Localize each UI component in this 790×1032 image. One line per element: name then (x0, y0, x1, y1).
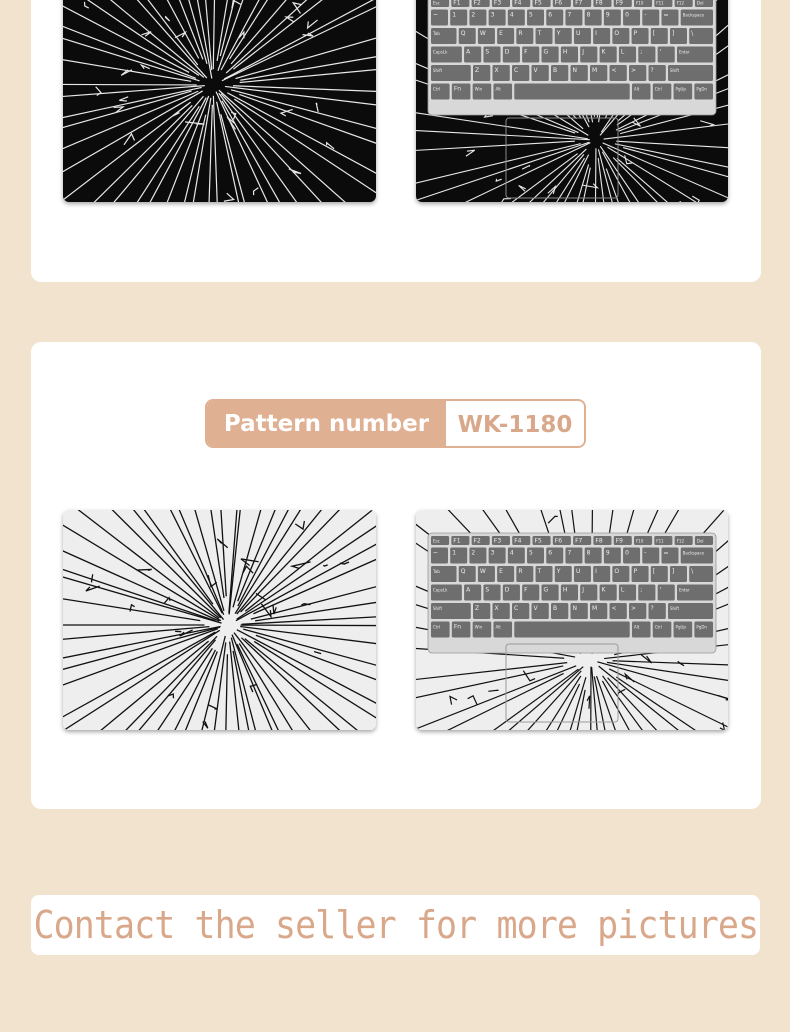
keyboard-key-label: F8 (595, 0, 603, 7)
keyboard-key-label: ; (640, 586, 643, 594)
keyboard-key-label: 8 (586, 549, 591, 557)
pattern-number-label: Pattern number (207, 401, 446, 446)
keyboard-key-label: G (543, 48, 549, 56)
keyboard-key-label: L (620, 586, 625, 594)
keyboard-key-label: 7 (567, 11, 572, 19)
keyboard-key-label: B (553, 67, 558, 74)
keyboard-key-label: Tab (433, 31, 440, 36)
keyboard-key-label: [ (652, 568, 656, 575)
keyboard-key-label: O (614, 568, 620, 575)
keyboard-key-label: I (595, 568, 597, 575)
keyboard-key-label: P (633, 568, 638, 575)
keyboard-key-label: ? (650, 67, 654, 74)
keyboard-key-label: J (582, 586, 584, 594)
keyboard-key-label: X (494, 67, 499, 74)
keyboard-key-label: F5 (534, 537, 542, 545)
keyboard-key-label: - (644, 549, 647, 557)
white-keyboard-skin-image (416, 510, 728, 730)
keyboard-key-label: A (466, 48, 471, 56)
keyboard-key-label: Esc (433, 538, 440, 544)
keyboard-key-label: CapsLk (433, 49, 448, 55)
keyboard-key-label: 6 (548, 549, 553, 557)
keyboard-key-label: R (518, 30, 523, 37)
keyboard-key-label: \ (691, 568, 694, 575)
keyboard-key-label: R (518, 568, 523, 575)
keyboard-key-label: PgDn (696, 624, 707, 630)
keyboard-key-label: F6 (554, 537, 563, 545)
keyboard-key-label: Del (696, 538, 704, 544)
keyboard-key-label: > (631, 67, 637, 74)
keyboard-key-label: X (494, 605, 499, 612)
keyboard-key-label: Q (460, 30, 466, 37)
keyboard-key-label: 0 (625, 11, 629, 19)
keyboard-key-label: Del (696, 0, 704, 6)
keyboard-key-label: ] (671, 30, 675, 37)
keyboard-key-label: F7 (575, 537, 583, 545)
keyboard-key (514, 84, 629, 100)
keyboard-key-label: 2 (471, 549, 476, 557)
keyboard-key-label: F4 (514, 537, 522, 545)
keyboard-key-label: ~ (433, 549, 439, 557)
keyboard-key-label: Tab (433, 569, 440, 574)
keyboard-key-label: Enter (678, 49, 690, 55)
keyboard-key-label: 9 (605, 549, 610, 557)
keyboard-key-label: 3 (490, 549, 495, 557)
keyboard-key-label: H (562, 48, 568, 56)
keyboard-key-label: ~ (433, 11, 439, 19)
shattered-glass-white-keyboard (416, 510, 728, 730)
keyboard-key-label: Win (474, 86, 483, 92)
keyboard-key-label: F5 (534, 0, 542, 7)
keyboard-key-label: F6 (554, 0, 563, 7)
keyboard-key-label: Alt (633, 86, 640, 92)
keyboard-key-label: E (499, 568, 503, 575)
keyboard-key-label: Backspace (682, 12, 705, 18)
keyboard-key-label: F7 (575, 0, 583, 7)
keyboard-key-label: 8 (586, 11, 591, 19)
keyboard-key-label: CapsLk (433, 587, 448, 593)
keyboard-key-label: G (543, 586, 549, 594)
keyboard-key-label: T (537, 30, 542, 37)
keyboard-key-label: Shift (670, 606, 680, 611)
keyboard-key-label: Ctrl (433, 86, 441, 92)
keyboard-key-label: 9 (605, 11, 610, 19)
keyboard-key-label: 2 (471, 11, 476, 19)
keyboard-key-label: [ (652, 30, 656, 37)
keyboard-key-label: F12 (676, 0, 684, 6)
keyboard-key-label: N (572, 605, 578, 612)
keyboard-key-label: J (582, 48, 584, 56)
keyboard-key-label: F1 (453, 537, 461, 545)
keyboard-key-label: 0 (625, 549, 629, 557)
keyboard-key-label: \ (691, 30, 694, 37)
keyboard-key-label: F1 (453, 0, 461, 7)
white-lid-skin-image (63, 510, 376, 730)
contact-seller-text: Contact the seller for more pictures (33, 903, 758, 947)
keyboard-key-label: F11 (656, 0, 664, 6)
keyboard-key-label: M (592, 67, 598, 74)
keyboard-key-label: F10 (636, 0, 644, 6)
keyboard-key-label: K (601, 48, 606, 56)
keyboard-key-label: C (513, 605, 519, 612)
keyboard-key-label: Ctrl (433, 624, 441, 630)
keyboard-key-label: F2 (473, 0, 481, 7)
keyboard-key-label: N (572, 67, 578, 74)
keyboard-key-label: D (504, 586, 510, 594)
keyboard-key-label: 5 (529, 549, 533, 557)
keyboard-key-label: P (633, 30, 638, 37)
keyboard-key-label: Y (556, 30, 561, 37)
keyboard-key-label: Shift (670, 68, 680, 73)
keyboard-key-label: Z (474, 605, 480, 612)
keyboard-key-label: 5 (529, 11, 533, 19)
pattern-number-badge (205, 399, 586, 448)
keyboard-key-label: F9 (615, 537, 623, 545)
keyboard-key-label: H (562, 586, 568, 594)
black-keyboard-skin-image (416, 0, 728, 202)
keyboard-key-label: O (614, 30, 620, 37)
keyboard-key-label: L (620, 48, 625, 56)
keyboard-key-label: 4 (509, 549, 514, 557)
keyboard-key-label: U (575, 568, 581, 575)
keyboard-key-label: < (611, 67, 617, 74)
keyboard-key-label: PgUp (675, 86, 686, 92)
keyboard-key-label: F3 (493, 0, 502, 7)
keyboard-key-label: F (524, 586, 528, 594)
keyboard-key-label: F3 (493, 537, 502, 545)
keyboard-key-label: Ctrl (654, 86, 662, 92)
keyboard-key-label: C (513, 67, 519, 74)
keyboard-key-label: ' (659, 48, 662, 56)
keyboard-key-label: Ctrl (654, 624, 662, 630)
keyboard-key-label: Alt (495, 86, 501, 92)
keyboard-key-label: - (644, 11, 647, 19)
keyboard-key-label: F10 (636, 538, 644, 544)
keyboard-key-label: F9 (615, 0, 623, 7)
keyboard-key-label: V (533, 605, 538, 612)
shattered-glass-black-lid (63, 0, 376, 202)
keyboard-key-label: Z (474, 67, 480, 74)
shattered-glass-white-lid (63, 510, 376, 730)
crack-segment (137, 569, 151, 570)
keyboard-key-label: PgUp (675, 624, 686, 630)
keyboard-key-label: W (479, 568, 486, 575)
shattered-glass-black-keyboard (416, 0, 728, 202)
keyboard-key-label: Enter (678, 587, 690, 593)
keyboard-key-label: A (466, 586, 471, 594)
keyboard-key-label: S (485, 586, 490, 594)
contact-seller-banner (31, 895, 760, 955)
black-lid-skin-image (63, 0, 376, 202)
keyboard-key-label: F12 (676, 538, 684, 544)
keyboard-key-label: Alt (633, 624, 640, 630)
keyboard-key-label: 1 (452, 549, 457, 557)
keyboard-key-label: S (485, 48, 490, 56)
pattern-number-value: WK-1180 (446, 401, 584, 446)
keyboard-key-label: 1 (452, 11, 457, 19)
keyboard-key-label: F (524, 48, 528, 56)
keyboard-key-label: 3 (490, 11, 495, 19)
keyboard-key-label: F8 (595, 537, 603, 545)
keyboard-key-label: ] (671, 568, 675, 575)
keyboard-key-label: F2 (473, 537, 481, 545)
keyboard-key-label: Alt (495, 624, 501, 630)
keyboard-key-label: M (592, 605, 598, 612)
keyboard-key-label: 6 (548, 11, 553, 19)
keyboard-key-label: Win (474, 624, 483, 630)
keyboard-key-label: B (553, 605, 558, 612)
keyboard-key-label: > (631, 605, 637, 612)
keyboard-key-label: < (611, 605, 617, 612)
keyboard-key-label: V (533, 67, 538, 74)
keyboard-key-label: Backspace (682, 550, 705, 556)
keyboard-key-label: PgDn (696, 86, 707, 92)
keyboard-key-label: Esc (433, 0, 440, 6)
keyboard-key-label: Fn (453, 85, 462, 93)
keyboard-key-label: Shift (433, 68, 443, 73)
keyboard-key-label: Fn (453, 623, 462, 631)
keyboard-key-label: W (479, 30, 486, 37)
keyboard-key-label: E (499, 30, 503, 37)
keyboard-key-label: U (575, 30, 581, 37)
keyboard-key (514, 622, 629, 638)
keyboard-key-label: ? (650, 605, 654, 612)
keyboard-key-label: F4 (514, 0, 522, 7)
keyboard-key-label: K (601, 586, 606, 594)
keyboard-key-label: D (504, 48, 510, 56)
keyboard-key-label: = (663, 11, 669, 19)
keyboard-key-label: = (663, 549, 669, 557)
keyboard-key-label: T (537, 568, 542, 575)
keyboard-key-label: Shift (433, 606, 443, 611)
keyboard-key-label: Q (460, 568, 466, 575)
keyboard-key-label: ' (659, 586, 662, 594)
keyboard-key-label: ; (640, 48, 643, 56)
keyboard-key-label: 7 (567, 549, 572, 557)
keyboard-key-label: I (595, 30, 597, 37)
keyboard-key-label: Y (556, 568, 561, 575)
keyboard-key-label: F11 (656, 538, 664, 544)
keyboard-key-label: 4 (509, 11, 514, 19)
